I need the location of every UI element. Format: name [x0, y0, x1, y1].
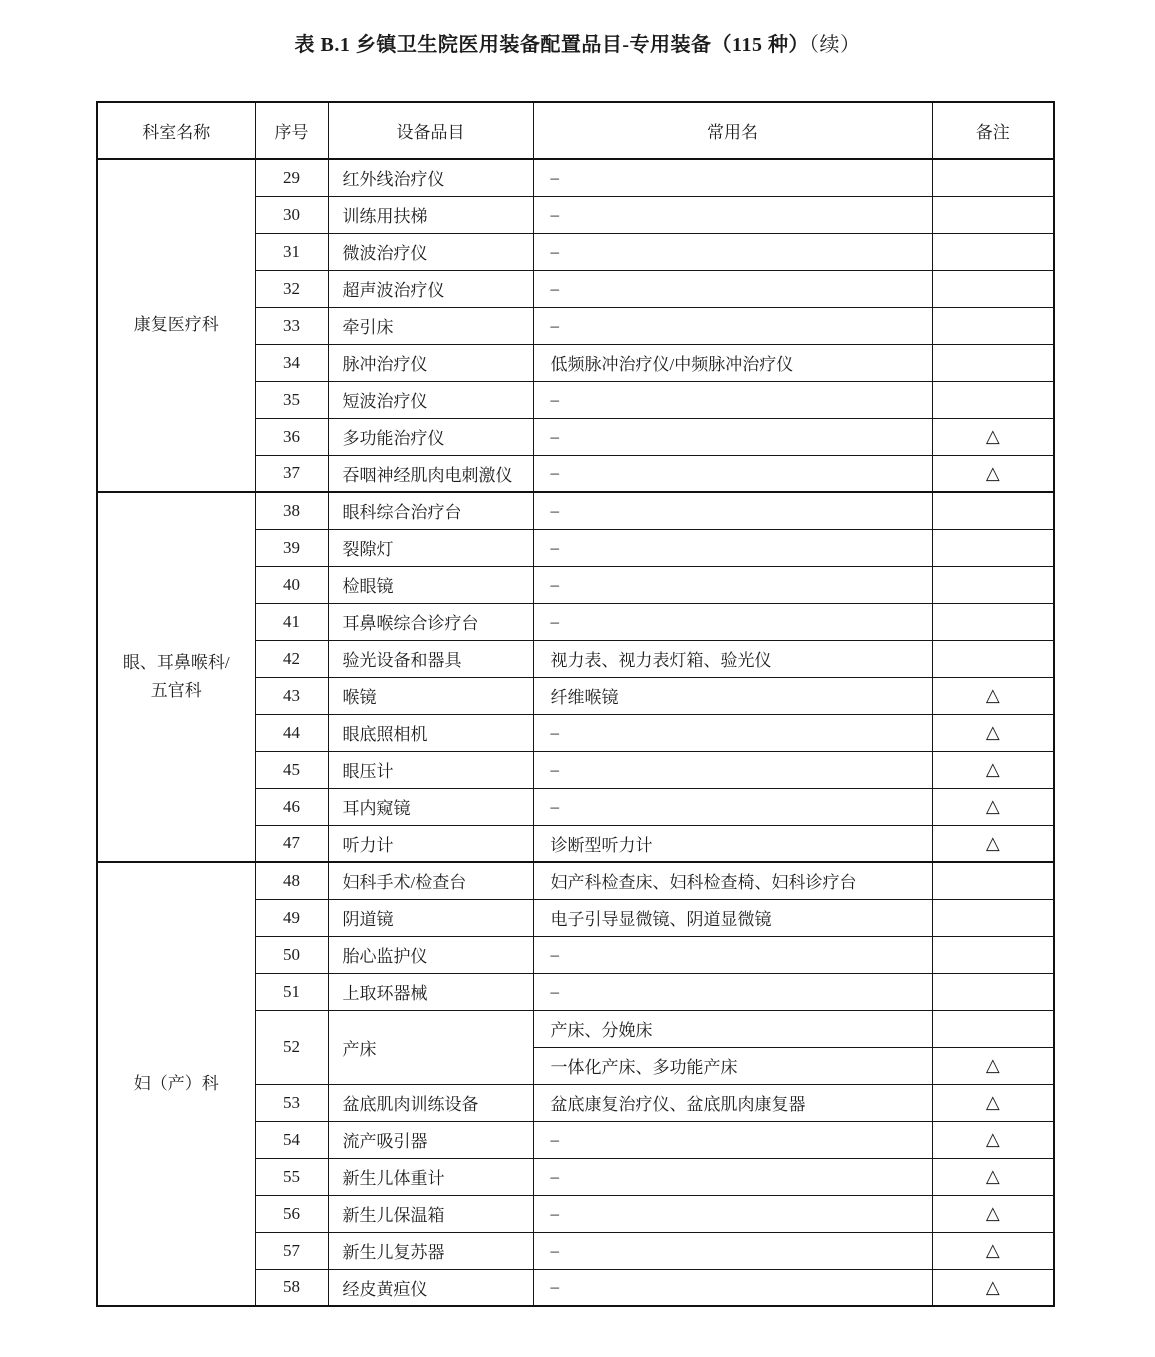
- common-name-cell: 视力表、视力表灯箱、验光仪: [533, 640, 932, 677]
- row-number-cell: 43: [255, 677, 328, 714]
- department-cell: 康复医疗科: [97, 159, 255, 492]
- remark-cell: [932, 159, 1054, 196]
- common-name-cell: –: [533, 418, 932, 455]
- remark-cell: [932, 566, 1054, 603]
- common-name-cell: –: [533, 566, 932, 603]
- equipment-item-cell: 流产吸引器: [328, 1121, 533, 1158]
- equipment-item-cell: 微波治疗仪: [328, 233, 533, 270]
- row-number-cell: 31: [255, 233, 328, 270]
- row-number-cell: 29: [255, 159, 328, 196]
- table-row: [97, 492, 1054, 529]
- row-number-cell: 55: [255, 1158, 328, 1195]
- equipment-item-cell: 训练用扶梯: [328, 196, 533, 233]
- common-name-cell: 电子引导显微镜、阴道显微镜: [533, 899, 932, 936]
- common-name-cell: 纤维喉镜: [533, 677, 932, 714]
- equipment-item-cell: 验光设备和器具: [328, 640, 533, 677]
- remark-triangle-cell: △: [932, 714, 1054, 751]
- equipment-item-cell: 吞咽神经肌肉电刺激仪: [328, 455, 533, 492]
- row-number-cell: 38: [255, 492, 328, 529]
- remark-triangle-cell: △: [932, 677, 1054, 714]
- common-name-cell: –: [533, 492, 932, 529]
- equipment-item-cell: 经皮黄疸仪: [328, 1269, 533, 1306]
- column-header-common-name: 常用名: [533, 102, 932, 159]
- table-row: [97, 862, 1054, 899]
- remark-cell: [932, 492, 1054, 529]
- remark-cell: [932, 196, 1054, 233]
- table-header: [97, 102, 1054, 159]
- row-number-cell: 42: [255, 640, 328, 677]
- remark-triangle-cell: △: [932, 1121, 1054, 1158]
- remark-cell: [932, 381, 1054, 418]
- common-name-cell: –: [533, 196, 932, 233]
- remark-cell: [932, 603, 1054, 640]
- row-number-cell: 41: [255, 603, 328, 640]
- remark-cell: [932, 233, 1054, 270]
- equipment-item-cell: 上取环器械: [328, 973, 533, 1010]
- common-name-cell: –: [533, 455, 932, 492]
- equipment-item-cell: 新生儿复苏器: [328, 1232, 533, 1269]
- row-number-cell: 48: [255, 862, 328, 899]
- row-number-cell: 30: [255, 196, 328, 233]
- remark-cell: [932, 344, 1054, 381]
- common-name-cell: –: [533, 1158, 932, 1195]
- remark-cell: [932, 1010, 1054, 1047]
- remark-cell: [932, 529, 1054, 566]
- row-number-cell: 49: [255, 899, 328, 936]
- equipment-item-cell: 超声波治疗仪: [328, 270, 533, 307]
- row-number-cell: 51: [255, 973, 328, 1010]
- remark-cell: [932, 270, 1054, 307]
- department-cell: 妇（产）科: [97, 862, 255, 1306]
- equipment-item-cell: 耳鼻喉综合诊疗台: [328, 603, 533, 640]
- row-number-cell: 50: [255, 936, 328, 973]
- common-name-cell: 产床、分娩床: [533, 1010, 932, 1047]
- common-name-cell: –: [533, 936, 932, 973]
- row-number-cell: 47: [255, 825, 328, 862]
- column-header-number: 序号: [255, 102, 328, 159]
- common-name-cell: 诊断型听力计: [533, 825, 932, 862]
- row-number-cell: 35: [255, 381, 328, 418]
- common-name-cell: –: [533, 603, 932, 640]
- common-name-cell: –: [533, 788, 932, 825]
- remark-triangle-cell: △: [932, 455, 1054, 492]
- equipment-item-cell: 耳内窥镜: [328, 788, 533, 825]
- equipment-item-cell: 妇科手术/检查台: [328, 862, 533, 899]
- remark-triangle-cell: △: [932, 825, 1054, 862]
- equipment-item-cell: 眼压计: [328, 751, 533, 788]
- remark-cell: [932, 307, 1054, 344]
- column-header-remark: 备注: [932, 102, 1054, 159]
- common-name-cell: –: [533, 233, 932, 270]
- row-number-cell: 36: [255, 418, 328, 455]
- equipment-table: [96, 101, 1055, 1307]
- remark-cell: [932, 862, 1054, 899]
- row-number-cell: 52: [255, 1010, 328, 1084]
- remark-triangle-cell: △: [932, 1158, 1054, 1195]
- common-name-cell: –: [533, 1195, 932, 1232]
- common-name-cell: –: [533, 1121, 932, 1158]
- equipment-item-cell: 裂隙灯: [328, 529, 533, 566]
- equipment-item-cell: 阴道镜: [328, 899, 533, 936]
- equipment-item-cell: 盆底肌肉训练设备: [328, 1084, 533, 1121]
- row-number-cell: 58: [255, 1269, 328, 1306]
- header-row: [97, 102, 1054, 159]
- common-name-cell: 低频脉冲治疗仪/中频脉冲治疗仪: [533, 344, 932, 381]
- column-header-department: 科室名称: [97, 102, 255, 159]
- row-number-cell: 44: [255, 714, 328, 751]
- equipment-item-cell: 胎心监护仪: [328, 936, 533, 973]
- table-row: [97, 159, 1054, 196]
- equipment-item-cell: 喉镜: [328, 677, 533, 714]
- equipment-item-cell: 产床: [328, 1010, 533, 1084]
- row-number-cell: 40: [255, 566, 328, 603]
- remark-triangle-cell: △: [932, 751, 1054, 788]
- equipment-item-cell: 检眼镜: [328, 566, 533, 603]
- common-name-cell: 一体化产床、多功能产床: [533, 1047, 932, 1084]
- equipment-item-cell: 新生儿体重计: [328, 1158, 533, 1195]
- row-number-cell: 33: [255, 307, 328, 344]
- remark-cell: [932, 899, 1054, 936]
- common-name-cell: –: [533, 381, 932, 418]
- remark-cell: [932, 640, 1054, 677]
- row-number-cell: 37: [255, 455, 328, 492]
- row-number-cell: 46: [255, 788, 328, 825]
- remark-cell: [932, 936, 1054, 973]
- row-number-cell: 34: [255, 344, 328, 381]
- row-number-cell: 56: [255, 1195, 328, 1232]
- equipment-item-cell: 眼科综合治疗台: [328, 492, 533, 529]
- common-name-cell: –: [533, 714, 932, 751]
- row-number-cell: 39: [255, 529, 328, 566]
- department-cell: 眼、耳鼻喉科/ 五官科: [97, 492, 255, 862]
- remark-triangle-cell: △: [932, 418, 1054, 455]
- column-header-equipment-item: 设备品目: [328, 102, 533, 159]
- remark-triangle-cell: △: [932, 1269, 1054, 1306]
- common-name-cell: –: [533, 1232, 932, 1269]
- row-number-cell: 54: [255, 1121, 328, 1158]
- equipment-item-cell: 牵引床: [328, 307, 533, 344]
- row-number-cell: 57: [255, 1232, 328, 1269]
- page-title: [0, 32, 1155, 58]
- equipment-item-cell: 多功能治疗仪: [328, 418, 533, 455]
- row-number-cell: 53: [255, 1084, 328, 1121]
- page-title-suffix: （续）: [808, 34, 861, 56]
- equipment-item-cell: 眼底照相机: [328, 714, 533, 751]
- equipment-item-cell: 脉冲治疗仪: [328, 344, 533, 381]
- equipment-item-cell: 红外线治疗仪: [328, 159, 533, 196]
- common-name-cell: 盆底康复治疗仪、盆底肌肉康复器: [533, 1084, 932, 1121]
- remark-triangle-cell: △: [932, 1232, 1054, 1269]
- remark-triangle-cell: △: [932, 788, 1054, 825]
- equipment-item-cell: 新生儿保温箱: [328, 1195, 533, 1232]
- remark-cell: [932, 973, 1054, 1010]
- remark-triangle-cell: △: [932, 1047, 1054, 1084]
- common-name-cell: 妇产科检查床、妇科检查椅、妇科诊疗台: [533, 862, 932, 899]
- common-name-cell: –: [533, 529, 932, 566]
- table-body: [97, 159, 1054, 1306]
- common-name-cell: –: [533, 159, 932, 196]
- common-name-cell: –: [533, 973, 932, 1010]
- equipment-item-cell: 听力计: [328, 825, 533, 862]
- page-title-main: 表 B.1 乡镇卫生院医用装备配置品目-专用装备（115 种）: [294, 34, 809, 56]
- row-number-cell: 32: [255, 270, 328, 307]
- common-name-cell: –: [533, 1269, 932, 1306]
- common-name-cell: –: [533, 751, 932, 788]
- equipment-item-cell: 短波治疗仪: [328, 381, 533, 418]
- common-name-cell: –: [533, 270, 932, 307]
- remark-triangle-cell: △: [932, 1084, 1054, 1121]
- common-name-cell: –: [533, 307, 932, 344]
- row-number-cell: 45: [255, 751, 328, 788]
- remark-triangle-cell: △: [932, 1195, 1054, 1232]
